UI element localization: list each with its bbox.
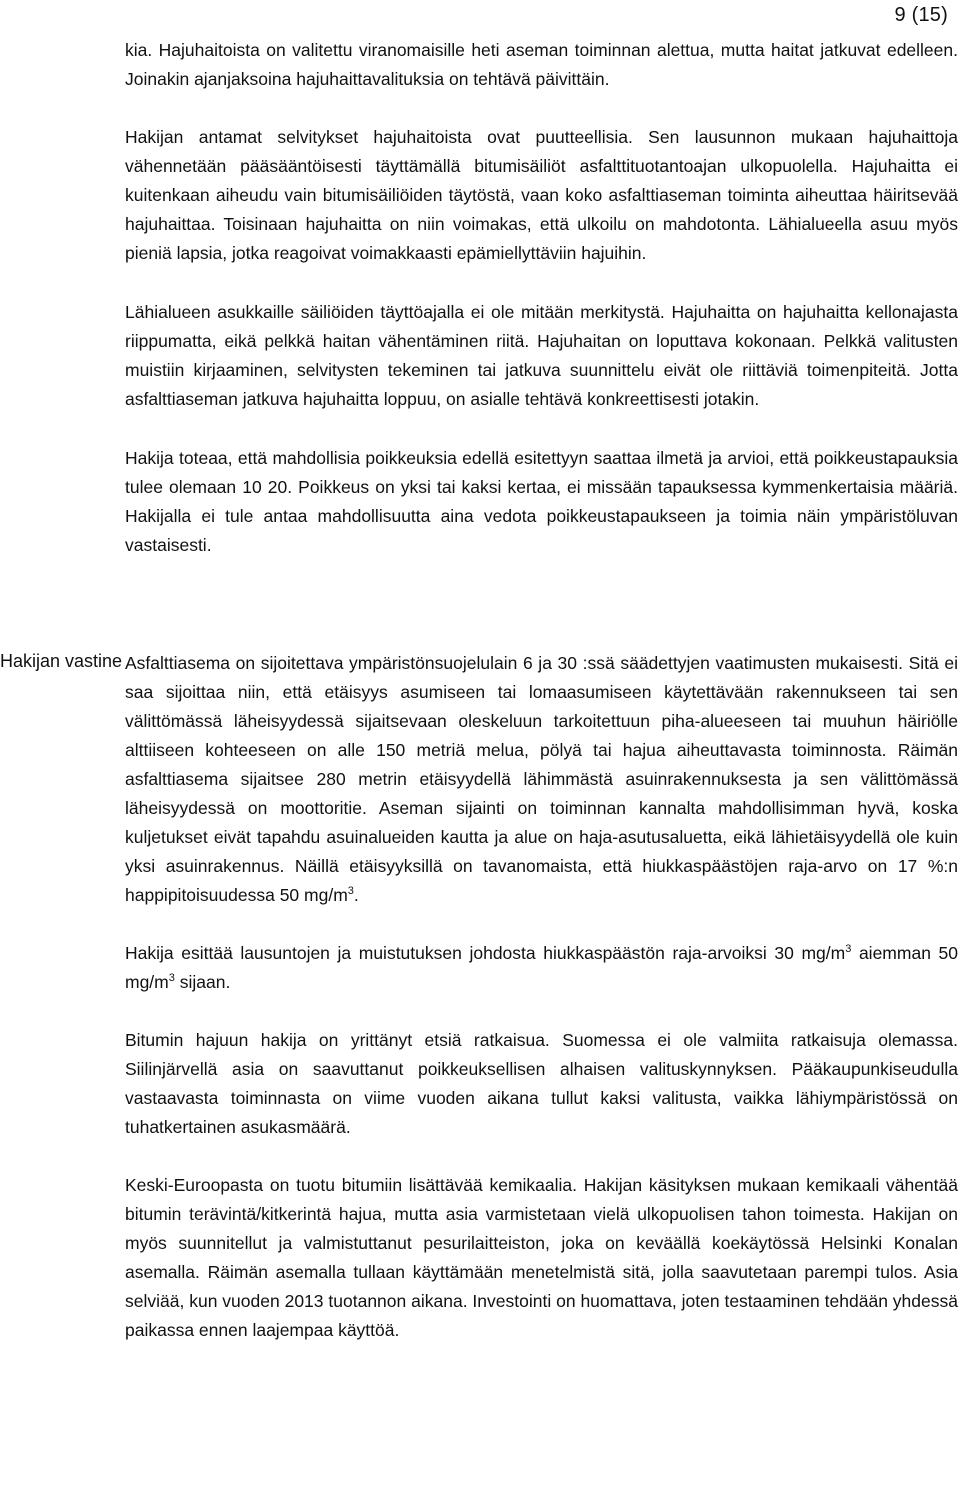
document-body (125, 36, 958, 1345)
paragraph-residents-view: Lähialueen asukkaille säiliöiden täyttöajalla ei ole mitään merkitystä. Hajuhaitta on hajuhaitta kellonajasta riippumatta, eikä pelkkä haitan vähentäminen riitä. Hajuhaitan on loputtava kokonaan. Pelkkä valitusten muistiin kirjaaminen, selvitysten tekeminen tai jatkuva suunnittelu eivät ole riittäviä toimenpiteitä. Jotta asfalttiaseman jatkuva hajuhaitta loppuu, on asialle tehtävä konkreettisesti jotakin. (125, 302, 958, 409)
page-number: 9 (15) (894, 4, 948, 26)
paragraph-siting-requirements (125, 649, 958, 910)
superscript-3: 3 (168, 972, 175, 985)
emission-text-c: sijaan. (174, 972, 231, 992)
paragraph-bitumen-odor: Bitumin hajuun hakija on yrittänyt etsiä ratkaisua. Suomessa ei ole valmiita ratkaisuja olemassa. Siilinjärvellä asia on saavuttanut poikkeuksellisen alhaisen valituskynnyksen. Pääkaupunkiseudulla vastaavasta toiminnasta on viime vuoden aikana tullut kaksi valitusta, vaikka lähiympäristössä on tuhatkertainen asukasmäärä. (125, 1030, 958, 1137)
paragraph-exceptions: Hakija toteaa, että mahdollisia poikkeuksia edellä esitettyyn saattaa ilmetä ja arvioi, että poikkeustapauksia tulee olemaan 10 20. Poikkeus on yksi tai kaksi kertaa, ei missään tapauksessa kymmenkertaisia määriä. Hakijalla ei tule antaa mahdollisuutta aina vedota poikkeustapaukseen ja toimia näin ympäristöluvan vastaisesti. (125, 448, 958, 555)
paragraph-emission-limits (125, 939, 958, 997)
paragraph-chemical-additive: Keski-Euroopasta on tuotu bitumiin lisättävää kemikaalia. Hakijan käsityksen mukaan kemikaali vähentää bitumin terävintä/kitkerintä hajua, mutta asia varmistetaan vielä ulkopuolisen tahon toimesta. Hakijan on myös suunnitellut ja valmistuttanut pesurilaitteiston, joka on keväällä koekäytössä Helsinki Konalan asemalla. Räimän asemalla tullaan käyttämään menetelmistä sitä, jolla saavutetaan parempi tulos. Asia selviää, kun vuoden 2013 tuotannon aikana. Investointi on huomattava, joten testaaminen tehdään yhdessä paikassa ennen laajempaa käyttöä. (125, 1175, 958, 1340)
siting-text-end: . (353, 885, 359, 905)
paragraph-odor-reports: Hakijan antamat selvitykset hajuhaitoista ovat puutteellisia. Sen lausunnon mukaan hajuhaittoja vähennetään pääsääntöisesti täyttämällä bitumisäiliöt asfalttituotantoajan ulkopuolella. Hajuhaitta ei kuitenkaan aiheudu vain bitumisäiliöiden täytöstä, vaan koko asfalttiaseman toiminta aiheuttaa häiritsevää hajuhaittaa. Toisinaan hajuhaitta on niin voimakas, että ulkoilu on mahdotonta. Lähialueella asuu myös pieniä lapsia, jotka reagoivat voimakkaasti epämiellyttäviin hajuihin. (125, 127, 958, 263)
emission-text-a: Hakija esittää lausuntojen ja muistutuksen johdosta hiukkaspäästön raja-arvoiksi 30 mg/m (125, 943, 846, 963)
emission-text-b: aiemman 50 mg/m (125, 943, 958, 992)
superscript-3: 3 (347, 885, 354, 898)
siting-text: Asfalttiasema on sijoitettava ympäristönsuojelulain 6 ja 30 :ssä säädettyjen vaatimusten mukaisesti. Sitä ei saa sijoittaa niin, että etäisyys asumiseen tai lomaasumiseen käytettävään rakennukseen tai sen välittömässä läheisyydessä sijaitsevaan oleskeluun tarkoitettuun piha-alueeseen tai muuhun häiriölle alttiiseen kohteeseen on alle 150 metriä melua, pölyä tai hajua aiheuttavasta toiminnosta. Räimän asfalttiasema sijaitsee 280 metrin etäisyydellä lähimmästä asuinrakennuksesta ja sen välittömässä läheisyydessä on moottoritie. Aseman sijainti on toiminnan kannalta mahdollisimman hyvä, koska kuljetukset eivät tapahdu asuinalueiden kautta ja alue on haja-asutusaluetta, eikä lähietäisyydellä ole kuin yksi asuinrakennus. Näillä etäisyyksillä on tavanomaista, että hiukkaspäästöjen raja-arvo on 17 %:n happipitoisuudessa 50 mg/m (125, 653, 958, 905)
superscript-3: 3 (845, 943, 852, 956)
section-label-hakijan-vastine: Hakijan vastine (0, 651, 123, 671)
paragraph-complaints: kia. Hajuhaitoista on valitettu viranomaisille heti aseman toiminnan alettua, mutta haitat jatkuvat edelleen. Joinakin ajanjaksoina hajuhaittavalituksia on tehtävä päivittäin. (125, 40, 958, 89)
